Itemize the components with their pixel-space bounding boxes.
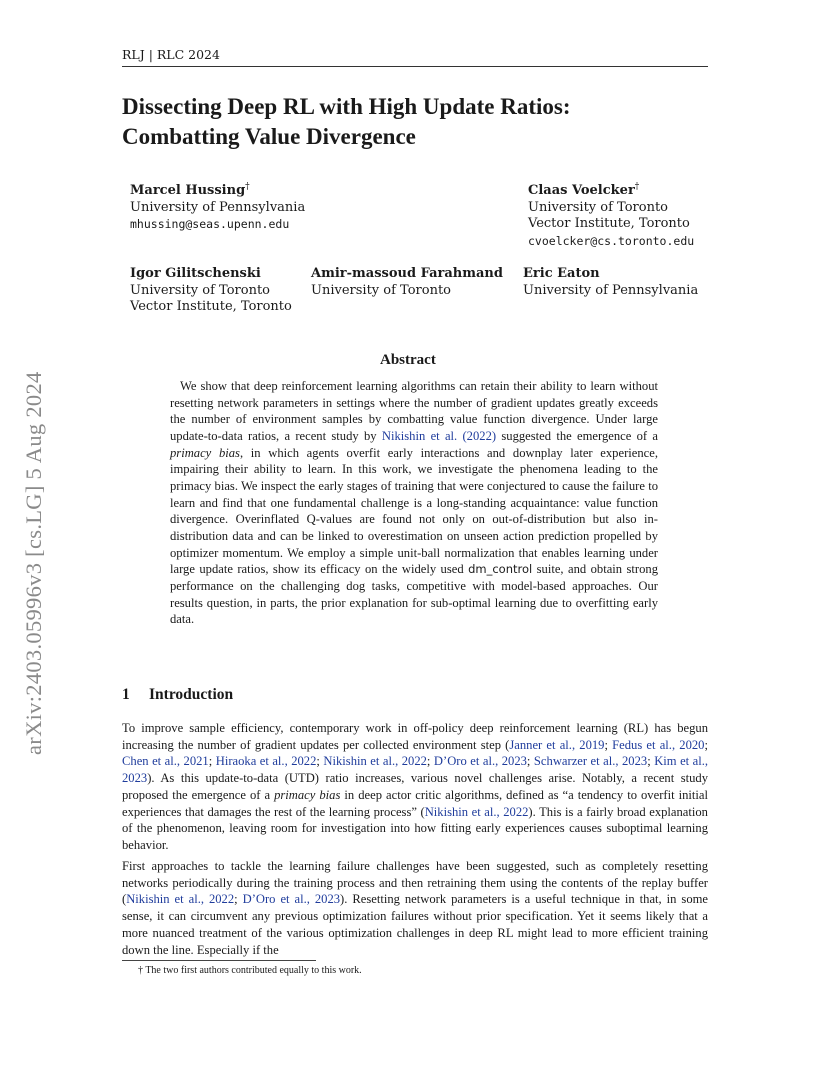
title-line-1: Dissecting Deep RL with High Update Ratios: [122,94,571,119]
footnote: † The two first authors contributed equally to this work. [138,965,362,976]
section-number: 1 [122,686,130,703]
paragraph-text: To improve sample efficiency, contemporary work in off-policy deep reinforcement learning (RL) has begun increasing the number of gradient updates per collected environment step ( [122,721,708,752]
citation-separator: ; [426,754,434,769]
author-affiliation: University of Pennsylvania [130,199,306,215]
paragraph-text: ). Resetting network parameters is a useful technique in that, in some sense, it can circumvent any previous optimization failures without prior specification. Yet it seems likely that a more nuanced treatment of the various optimization challenges in deep RL might lead to more efficient training down the line. Especially if the [122,892,708,957]
citation-link[interactable]: Nikishin et al., 2022 [126,892,235,907]
equal-contribution-mark: † [245,182,250,192]
author-block [130,179,305,233]
citation-link[interactable]: D’Oro et al., 2023 [433,754,527,769]
author-block [528,179,694,249]
citation-separator: ; [704,737,708,752]
abstract-text: suite, and obtain strong performance on the challenging dog tasks, competitive with model-based approaches. Our results question, in parts, the prior explanation for sub-optimal learning due to overfitting early data. [170,562,658,627]
author-email[interactable]: mhussing@seas.upenn.edu [130,217,290,231]
header-rule [122,66,708,67]
citation-link[interactable]: Fedus et al., 2020 [612,737,705,752]
paragraph-text: in deep actor critic algorithms, defined as “a tendency to overfit initial experiences that damages the rest of the learning process” ( [122,787,708,819]
citation-link[interactable]: Nikishin et al. (2022) [381,428,497,443]
author-affiliation: University of Toronto [130,282,270,298]
emphasis-term: primacy bias [274,787,341,802]
author-email[interactable]: cvoelcker@cs.toronto.edu [528,233,695,248]
abstract-heading: Abstract [380,352,436,368]
arxiv-identifier: arXiv:2403.05996v3 [cs.LG] 5 Aug 2024 [21,371,46,755]
equal-contribution-mark: † [634,182,640,192]
abstract-text: , in which agents overfit early interactions and downplay later experience, impairing their ability to learn. In this work, we investigate the phenomena leading to the primacy bias. We inspect the early stages of training that were conjectured to cause the failure to learn and find that one fundamental challenge is a long-standing acquaintance: value function divergence. Overinflated Q-values are found not only on out-of-distribution but also in-distribution data and can be linked to overestimation on unseen action prediction propelled by optimizer momentum. We employ a simple unit-ball normalization that enables learning under large update ratios, show its efficacy on the widely used [170,445,658,577]
citation-separator: ; [604,737,613,752]
citation-separator: ; [316,754,324,769]
author-affiliation: Vector Institute, Toronto [528,216,690,231]
author-name: Igor Gilitschenski [130,266,261,281]
title-line-2: Combatting Value Divergence [122,124,416,149]
intro-paragraph-2 [122,858,708,958]
author-affiliation: University of Pennsylvania [523,282,699,298]
author-affiliation: University of Toronto [311,282,451,298]
author-affiliation: University of Toronto [528,199,668,215]
citation-separator: ; [647,754,655,769]
code-term: dm_control [468,562,533,577]
author-name: Eric Eaton [523,266,600,281]
citation-link[interactable]: D’Oro et al., 2023 [242,892,341,907]
citation-link[interactable]: Janner et al., 2019 [509,737,605,752]
venue-header: RLJ | RLC 2024 [122,47,220,62]
citation-link[interactable]: Chen et al., 2021 [122,754,209,769]
citation-separator: ; [234,892,243,907]
author-affiliation: Vector Institute, Toronto [130,299,292,314]
citation-link[interactable]: Hiraoka et al., 2022 [215,754,317,769]
author-block [130,266,292,316]
abstract-text: We show that deep reinforcement learning algorithms can retain their ability to learn without resetting network parameters in settings where the number of gradient updates greatly exceeds the number of environment samples by combatting value function divergence. Under large update-to-data ratios, a recent study by [170,379,658,443]
intro-paragraph-1 [122,720,708,854]
section-title: Introduction [149,686,234,703]
citation-separator: ; [208,754,216,769]
citation-link[interactable]: Nikishin et al., 2022 [323,754,427,769]
paper-title [122,92,722,152]
citation-link[interactable]: Nikishin et al., 2022 [424,804,529,819]
arxiv-stamp [22,290,46,755]
author-name: Marcel Hussing [130,183,246,198]
author-name: Amir-massoud Farahmand [311,266,503,281]
section-heading [122,686,233,704]
author-name: Claas Voelcker [528,183,635,198]
citation-link[interactable]: Kim et al., 2023 [122,754,709,786]
footnote-rule [122,960,316,961]
paragraph-text: ). As this update-to-data (UTD) ratio increases, various novel challenges arise. Notably, a recent study proposed the emergence of a [122,771,708,802]
paragraph-text: First approaches to tackle the learning failure challenges have been suggested, such as completely resetting networks periodically during the training process and then retraining them using the contents of the replay buffer ( [122,859,708,907]
author-block [523,266,698,299]
author-block [311,266,503,299]
emphasis-term: primacy bias [170,445,240,460]
paragraph-text: ). This is a fairly broad explanation of the phenomenon, leaving room for investigation into how fitting early experiences causes suboptimal learning behavior. [122,804,708,852]
citation-separator: ; [526,754,534,769]
citation-link[interactable]: Schwarzer et al., 2023 [533,754,648,769]
abstract-text: suggested the emergence of a [496,428,659,443]
abstract-body [170,378,658,628]
